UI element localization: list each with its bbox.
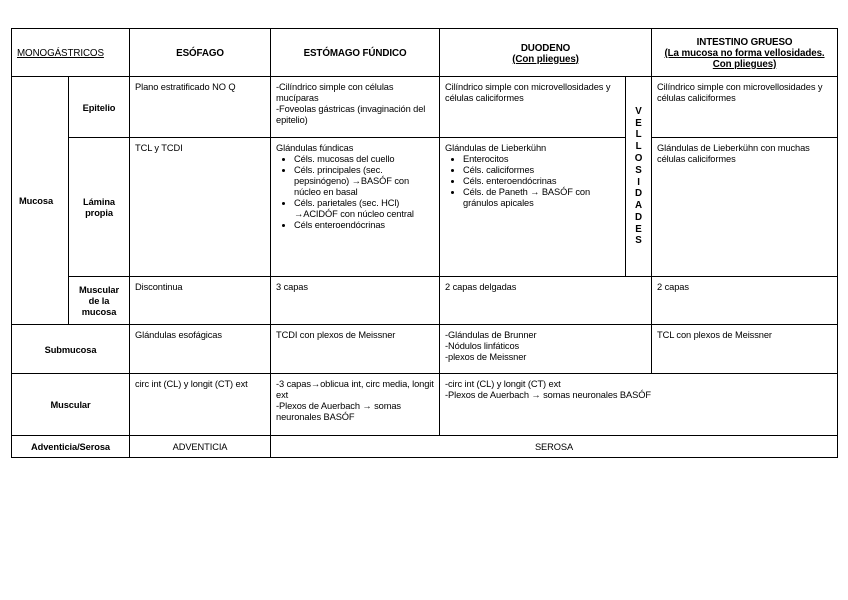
submucosa-duodeno-line: -plexos de Meissner [445,352,527,362]
muscular-mucosa-duodeno: 2 capas delgadas [440,277,652,325]
row-epitelio [12,77,838,138]
submucosa-estomago: TCDI con plexos de Meissner [271,325,440,374]
lamina-esofago: TCL y TCDI [130,138,271,277]
header-intestino-title: INTESTINO GRUESO [696,37,793,48]
muscular-duodeno-line: -circ int (CL) y longit (CT) ext [445,379,561,389]
header-row [12,29,838,77]
header-intestino-sub: (La mucosa no forma vellosidades. Con pliegues) [664,48,825,70]
vellosidades-letter: O [634,152,643,164]
muscular-estomago-line: -3 capas→oblicua int, circ media, longit ext [276,379,434,400]
epitelio-intestino: Cilíndrico simple con microvellosidades y células caliciformes [652,77,838,138]
row-submucosa [12,325,838,374]
vellosidades-letter: D [635,188,643,200]
header-intestino [652,29,838,77]
header-duodeno-sub: (Con pliegues) [512,53,579,65]
muscular-mucosa-intestino: 2 capas [652,277,838,325]
lamina-estomago-list [276,154,434,231]
label-adventicia: Adventicia/Serosa [12,436,130,458]
lamina-duodeno-title: Glándulas de Lieberkühn [445,143,547,153]
label-submucosa: Submucosa [12,325,130,374]
lamina-estomago-title: Glándulas fúndicas [276,143,354,153]
lamina-intestino: Glándulas de Lieberkühn con muchas células caliciformes [652,138,838,277]
list-item: • Céls. mucosas del cuello [294,154,434,165]
vellosidades-letter: V [635,105,642,117]
vellosidades-letter: I [637,176,640,188]
label-muscular: Muscular [12,374,130,436]
muscular-duodeno-line: -Plexos de Auerbach → somas neuronales BASÓF [445,390,651,400]
list-item: • Céls. de Paneth → BASÓF con gránulos apicales [463,187,620,209]
header-monogastricos: MONOGÁSTRICOS [12,29,130,77]
vellosidades-letter: L [635,141,642,153]
submucosa-esofago: Glándulas esofágicas [130,325,271,374]
header-duodeno-title: DUODENO [520,42,571,54]
list-item: • Céls enteroendócrinas [294,220,434,231]
muscular-estomago-line: -Plexos de Auerbach → somas neuronales BASÓF [276,401,401,422]
vellosidades-letter: E [635,223,642,235]
header-esofago: ESÓFAGO [130,29,271,77]
vellosidades-vertical [626,77,652,277]
header-estomago: ESTÓMAGO FÚNDICO [271,29,440,77]
vellosidades-letter: A [635,200,643,212]
muscular-mucosa-estomago: 3 capas [271,277,440,325]
list-item: • Céls. caliciformes [463,165,620,176]
muscular-estomago [271,374,440,436]
lamina-duodeno [440,138,626,277]
lamina-duodeno-list [445,154,620,209]
vellosidades-letter: S [635,235,642,247]
list-item: • Enterocitos [463,154,620,165]
vellosidades-letter: D [635,211,643,223]
adventicia-serosa: SEROSA [271,436,838,458]
vellosidades-letter: E [635,117,642,129]
submucosa-duodeno [440,325,652,374]
vellosidades-letter: L [635,129,642,141]
list-item: • Céls. principales (sec. pepsinógeno) →BASÓF con núcleo en basal [294,165,434,198]
muscular-mucosa-esofago: Discontinua [130,277,271,325]
row-adventicia [12,436,838,458]
row-muscular [12,374,838,436]
lamina-estomago [271,138,440,277]
epitelio-duodeno: Cilíndrico simple con microvellosidades y células caliciformes [440,77,626,138]
epitelio-esofago: Plano estratificado NO Q [130,77,271,138]
submucosa-duodeno-line: -Nódulos linfáticos [445,341,520,351]
muscular-duodeno-intestino [440,374,838,436]
vellosidades-letter: S [635,164,642,176]
header-duodeno [440,29,652,77]
label-epitelio: Epitelio [69,77,130,138]
submucosa-duodeno-line: -Glándulas de Brunner [445,330,537,340]
submucosa-intestino: TCL con plexos de Meissner [652,325,838,374]
muscular-esofago: circ int (CL) y longit (CT) ext [130,374,271,436]
epitelio-estomago-line: -Cilíndrico simple con células mucíparas [276,82,394,103]
histology-table [11,28,838,458]
label-mucosa: Mucosa [12,77,69,325]
row-muscular-mucosa [12,277,838,325]
label-lamina-propia: Lámina propia [69,138,130,277]
epitelio-estomago-line: -Foveolas gástricas (invaginación del epitelio) [276,104,426,125]
row-lamina-propia [12,138,838,277]
epitelio-estomago [271,77,440,138]
list-item: • Céls. parietales (sec. HCl) →ACIDÓF con núcleo central [294,198,434,220]
adventicia-esofago: ADVENTICIA [130,436,271,458]
label-muscular-mucosa: Muscular de la mucosa [69,277,130,325]
list-item: • Céls. enteroendócrinas [463,176,620,187]
